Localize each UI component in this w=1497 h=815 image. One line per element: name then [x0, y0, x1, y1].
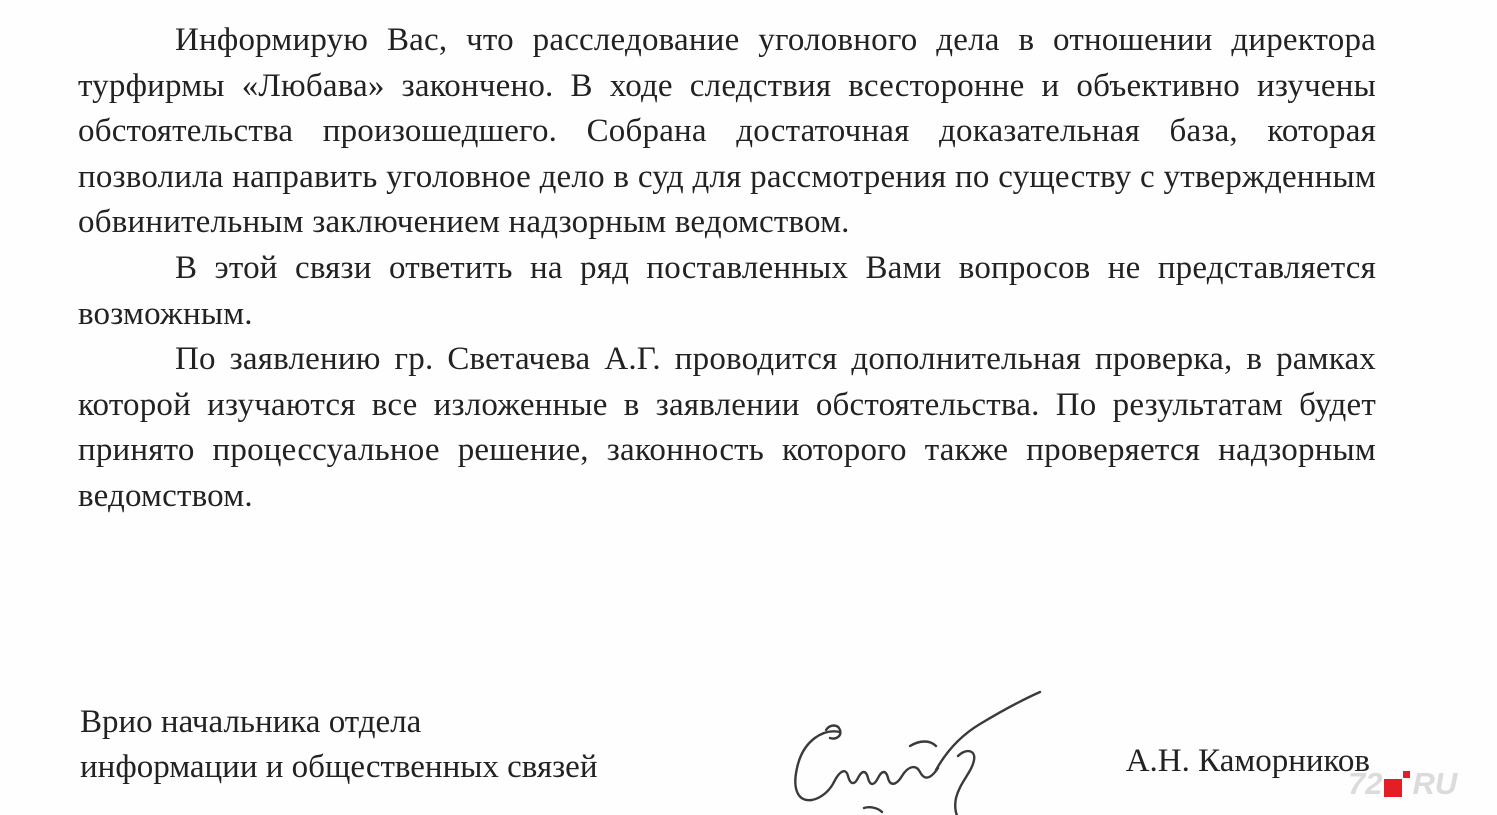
handwritten-signature-icon [760, 690, 1060, 815]
signer-position-line-2: информации и общественных связей [80, 749, 598, 785]
signer-name: А.Н. Каморников [1125, 743, 1370, 779]
letter-body [78, 18, 1376, 520]
signer-position-line-1: Врио начальника отдела [80, 704, 422, 740]
paragraph-investigation-completed: Информирую Вас, что расследование уголовного дела в отношении директора турфирмы «Любава» закончено. В ходе следствия всесторонне и объективно изучены обстоятельства произошедшего. Собрана достаточная доказательная база, которая позволила направить уголовное дело в суд для рассмотрения по существу с утвержденным обвинительным заключением надзорным ведомством. [78, 22, 1376, 241]
watermark-text-right: RU [1412, 766, 1458, 801]
72ru-logo-icon [1384, 771, 1410, 797]
paragraph-questions-declined: В этой связи ответить на ряд поставленных Вами вопросов не представляется возможным. [78, 249, 1376, 332]
72ru-watermark [1348, 766, 1488, 802]
signature-block [80, 700, 1383, 815]
paragraph-additional-check: По заявлению гр. Светачева А.Г. проводится дополнительная проверка, в рамках которой изучаются все изложенные в заявлении обстоятельства. По результатам будет принято процессуальное решение, законность которого также проверяется надзорным ведомством. [78, 341, 1376, 514]
signer-position [80, 700, 597, 790]
watermark-text-left: 72 [1348, 766, 1383, 801]
